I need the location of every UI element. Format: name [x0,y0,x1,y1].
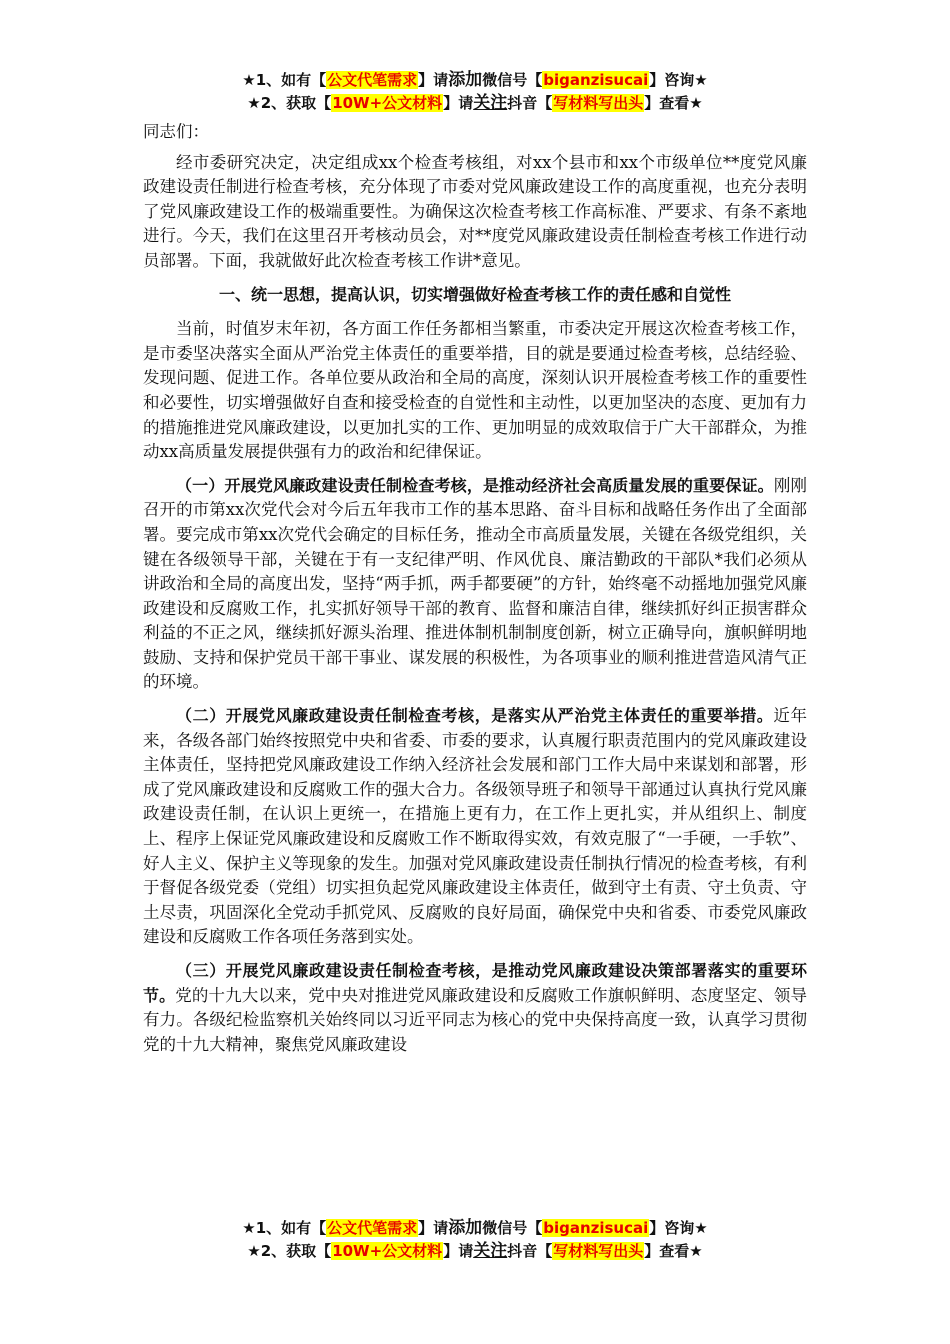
highlight-tag: 公文代笔需求 [327,1219,418,1237]
banner-line-1 [0,1217,950,1240]
subsection-2-paragraph [143,704,807,950]
bottom-banner [0,1217,950,1263]
banner-text: 】查看★ [644,94,703,112]
wechat-id-highlight: biganzisucai [543,1219,649,1237]
wechat-id-highlight: biganzisucai [543,71,649,89]
subsection-3-text: 党的十九大以来，党中央对推进党风廉政建设和反腐败工作旗帜鲜明、态度坚定、领导有力。各级纪检监察机关始终同以习近平同志为核心的党中央保持高度一致，认真学习贯彻党的十九大精神，聚焦党风廉政建设 [143,985,807,1054]
banner-emphasis: 关注 [473,1241,508,1261]
banner-emphasis: 添加 [448,1218,483,1238]
banner-text: 】请 [418,71,449,89]
subsection-1-heading: （一）开展党风廉政建设责任制检查考核，是推动经济社会高质量发展的重要保证。 [176,475,774,495]
banner-line-2 [0,92,950,115]
banner-text: ★1、如有【 [242,71,327,89]
section-heading-1: 一、统一思想，提高认识，切实增强做好检查考核工作的责任感和自觉性 [218,284,731,304]
banner-text: ★2、获取【 [247,1242,332,1260]
banner-emphasis: 关注 [473,93,508,113]
document-body [143,120,807,1066]
highlight-tag: 10W+公文材料 [332,94,443,112]
banner-text: 】请 [443,94,474,112]
top-banner [0,69,950,115]
banner-text: 抖音【 [507,1242,553,1260]
banner-text: 】请 [418,1219,449,1237]
subsection-3-heading: （三）开展党风廉政建设责任制检查考核，是推动党风廉政建设决策部署落实的重要环节。 [143,961,807,1005]
subsection-2-heading: （二）开展党风廉政建设责任制检查考核，是落实从严治党主体责任的重要举措。 [176,706,774,726]
subsection-3-paragraph [143,959,807,1057]
banner-emphasis: 添加 [448,70,483,90]
banner-text: 】请 [443,1242,474,1260]
banner-text: 】查看★ [644,1242,703,1260]
banner-text: 微信号【 [482,1219,543,1237]
douyin-id-highlight: 写材料写出头 [553,1242,644,1260]
banner-text: 】咨询★ [649,1219,708,1237]
section-1-paragraph: 当前，时值岁末年初，各方面工作任务都相当繁重，市委决定开展这次检查考核工作，是市委坚决落实全面从严治党主体责任的重要举措，目的就是要通过检查考核，总结经验、发现问题、促进工作。各单位要从政治和全局的高度，深刻认识开展检查考核工作的重要性和必要性，切实增强做好自查和接受检查的自觉性和主动性，以更加坚决的态度、更加有力的措施推进党风廉政建设，以更加扎实的工作、更加明显的成效取信于广大干部群众，为推动xx高质量发展提供强有力的政治和纪律保证。 [143,319,807,462]
banner-text: 抖音【 [507,94,553,112]
subsection-1-text: 刚刚召开的市第xx次党代会对今后五年我市工作的基本思路、奋斗目标和战略任务作出了全面部署。要完成市第xx次党代会确定的目标任务，推动全市高质量发展，关键在各级党组织，关键在各级领导干部，关键在于有一支纪律严明、作风优良、廉洁勤政的干部队*我们必须从讲政治和全局的高度出发，坚持“两手抓，两手都要硬”的方针，始终毫不动摇地加强党风廉政建设和反腐败工作，扎实抓好领导干部的教育、监督和廉洁自律，继续抓好纠正损害群众利益的不正之风，继续抓好源头治理、推进体制机制制度创新，树立正确导向，旗帜鲜明地鼓励、支持和保护党员干部干事业、谋发展的积极性，为各项事业的顺利推进营造风清气正的环境。 [143,475,807,692]
banner-text: ★2、获取【 [247,94,332,112]
banner-text: 微信号【 [482,71,543,89]
intro-paragraph: 经市委研究决定，决定组成xx个检查考核组，对xx个县市和xx个市级单位**度党风廉政建设责任制进行检查考核，充分体现了市委对党风廉政建设工作的高度重视，也充分表明了党风廉政建设工作的极端重要性。为确保这次检查考核工作高标准、严要求、有条不紊地进行。今天，我们在这里召开考核动员会，对**度党风廉政建设责任制检查考核工作进行动员部署。下面，我就做好此次检查考核工作讲*意见。 [143,152,807,270]
banner-text: ★1、如有【 [242,1219,327,1237]
douyin-id-highlight: 写材料写出头 [553,94,644,112]
salutation: 同志们： [143,122,209,141]
highlight-tag: 10W+公文材料 [332,1242,443,1260]
banner-line-1 [0,69,950,92]
banner-line-2 [0,1240,950,1263]
subsection-2-text: 近年来，各级各部门始终按照党中央和省委、市委的要求，认真履行职责范围内的党风廉政建设主体责任，坚持把党风廉政建设工作纳入经济社会发展和部门工作大局中来谋划和部署，形成了党风廉政建设和反腐败工作的强大合力。各级领导班子和领导干部通过认真执行党风廉政建设责任制，在认识上更统一，在措施上更有力，在工作上更扎实，并从组织上、制度上、程序上保证党风廉政建设和反腐败工作不断取得实效，有效克服了“一手硬，一手软”、好人主义、保护主义等现象的发生。加强对党风廉政建设责任制执行情况的检查考核，有利于督促各级党委（党组）切实担负起党风廉政建设主体责任，做到守土有责、守土负责、守土尽责，巩固深化全党动手抓党风、反腐败的良好局面，确保党中央和省委、市委党风廉政建设和反腐败工作各项任务落到实处。 [143,706,808,947]
highlight-tag: 公文代笔需求 [327,71,418,89]
banner-text: 】咨询★ [649,71,708,89]
subsection-1-paragraph [143,474,807,695]
